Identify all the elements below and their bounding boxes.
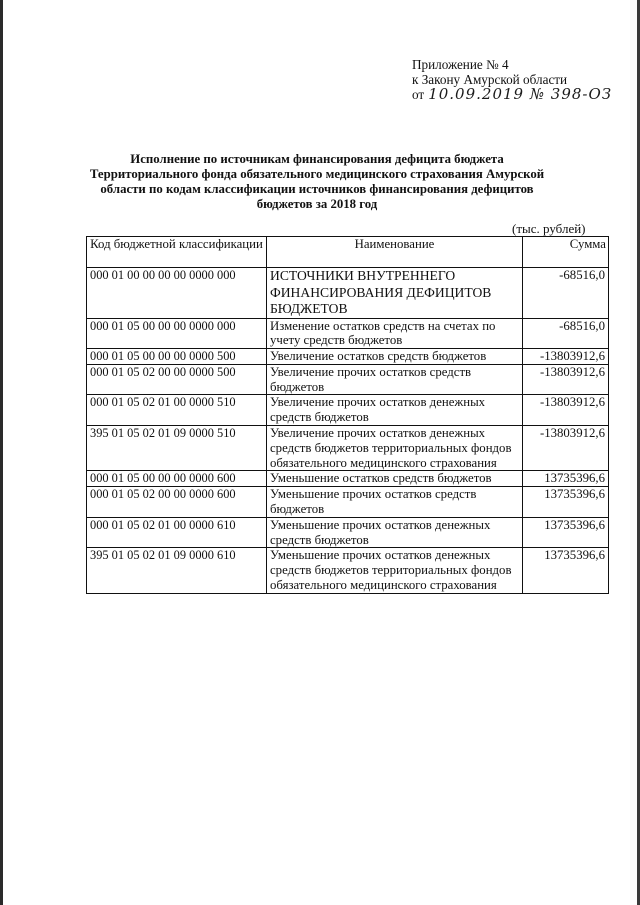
table-row	[87, 364, 609, 395]
table-row	[87, 471, 609, 487]
row-sum: -68516,0	[523, 268, 609, 319]
row-name: Увеличение прочих остатков денежных средств бюджетов территориальных фондов обязательного медицинского страхования	[267, 426, 523, 471]
table-row	[87, 487, 609, 518]
row-code: 000 01 05 00 00 00 0000 000	[87, 318, 267, 349]
row-sum: -13803912,6	[523, 395, 609, 426]
table-row	[87, 517, 609, 548]
handwritten-date-number: 10.09.2019 № 398-ОЗ	[428, 85, 613, 103]
row-code: 395 01 05 02 01 09 0000 510	[87, 426, 267, 471]
row-name: Уменьшение прочих остатков средств бюджетов	[267, 487, 523, 518]
document-title: Исполнение по источникам финансирования дефицита бюджета Территориального фонда обязательного медицинского страхования Амурской области по кодам классификации источников финансирования дефицитов бюджетов за 2018 год	[89, 152, 545, 211]
row-sum: 13735396,6	[523, 548, 609, 593]
appendix-date-line	[412, 87, 612, 103]
row-name: ИСТОЧНИКИ ВНУТРЕННЕГО ФИНАНСИРОВАНИЯ ДЕФИЦИТОВ БЮДЖЕТОВ	[267, 268, 523, 319]
row-sum: 13735396,6	[523, 487, 609, 518]
appendix-number: Приложение № 4	[412, 57, 509, 72]
row-sum: 13735396,6	[523, 471, 609, 487]
row-code: 000 01 05 02 00 00 0000 500	[87, 364, 267, 395]
row-code: 000 01 05 02 01 00 0000 510	[87, 395, 267, 426]
table-row	[87, 426, 609, 471]
header-sum: Сумма	[523, 237, 609, 268]
row-name: Увеличение прочих остатков средств бюджетов	[267, 364, 523, 395]
appendix-block	[412, 58, 612, 103]
row-code: 000 01 05 00 00 00 0000 600	[87, 471, 267, 487]
row-sum: -68516,0	[523, 318, 609, 349]
row-name: Увеличение прочих остатков денежных средств бюджетов	[267, 395, 523, 426]
row-sum: 13735396,6	[523, 517, 609, 548]
row-name: Изменение остатков средств на счетах по учету средств бюджетов	[267, 318, 523, 349]
table-row	[87, 318, 609, 349]
table-header-row	[87, 237, 609, 268]
row-name: Увеличение остатков средств бюджетов	[267, 349, 523, 365]
row-name: Уменьшение остатков средств бюджетов	[267, 471, 523, 487]
header-name: Наименование	[267, 237, 523, 268]
header-code: Код бюджетной классификации	[87, 237, 267, 268]
row-sum: -13803912,6	[523, 364, 609, 395]
row-code: 000 01 00 00 00 00 0000 000	[87, 268, 267, 319]
scan-edge-left	[0, 0, 3, 905]
row-sum: -13803912,6	[523, 349, 609, 365]
row-name: Уменьшение прочих остатков денежных средств бюджетов	[267, 517, 523, 548]
table-row	[87, 268, 609, 319]
row-code: 000 01 05 02 01 00 0000 610	[87, 517, 267, 548]
financing-sources-table	[86, 236, 609, 594]
row-name: Уменьшение прочих остатков денежных средств бюджетов территориальных фондов обязательного медицинского страхования	[267, 548, 523, 593]
row-code: 395 01 05 02 01 09 0000 610	[87, 548, 267, 593]
row-sum: -13803912,6	[523, 426, 609, 471]
row-code: 000 01 05 00 00 00 0000 500	[87, 349, 267, 365]
table-row	[87, 548, 609, 593]
row-code: 000 01 05 02 00 00 0000 600	[87, 487, 267, 518]
table-row	[87, 349, 609, 365]
table-row	[87, 395, 609, 426]
appendix-law-ref: к Закону Амурской области	[412, 71, 568, 87]
units-label: (тыс. рублей)	[512, 221, 586, 236]
appendix-date-prefix: от	[412, 87, 425, 102]
